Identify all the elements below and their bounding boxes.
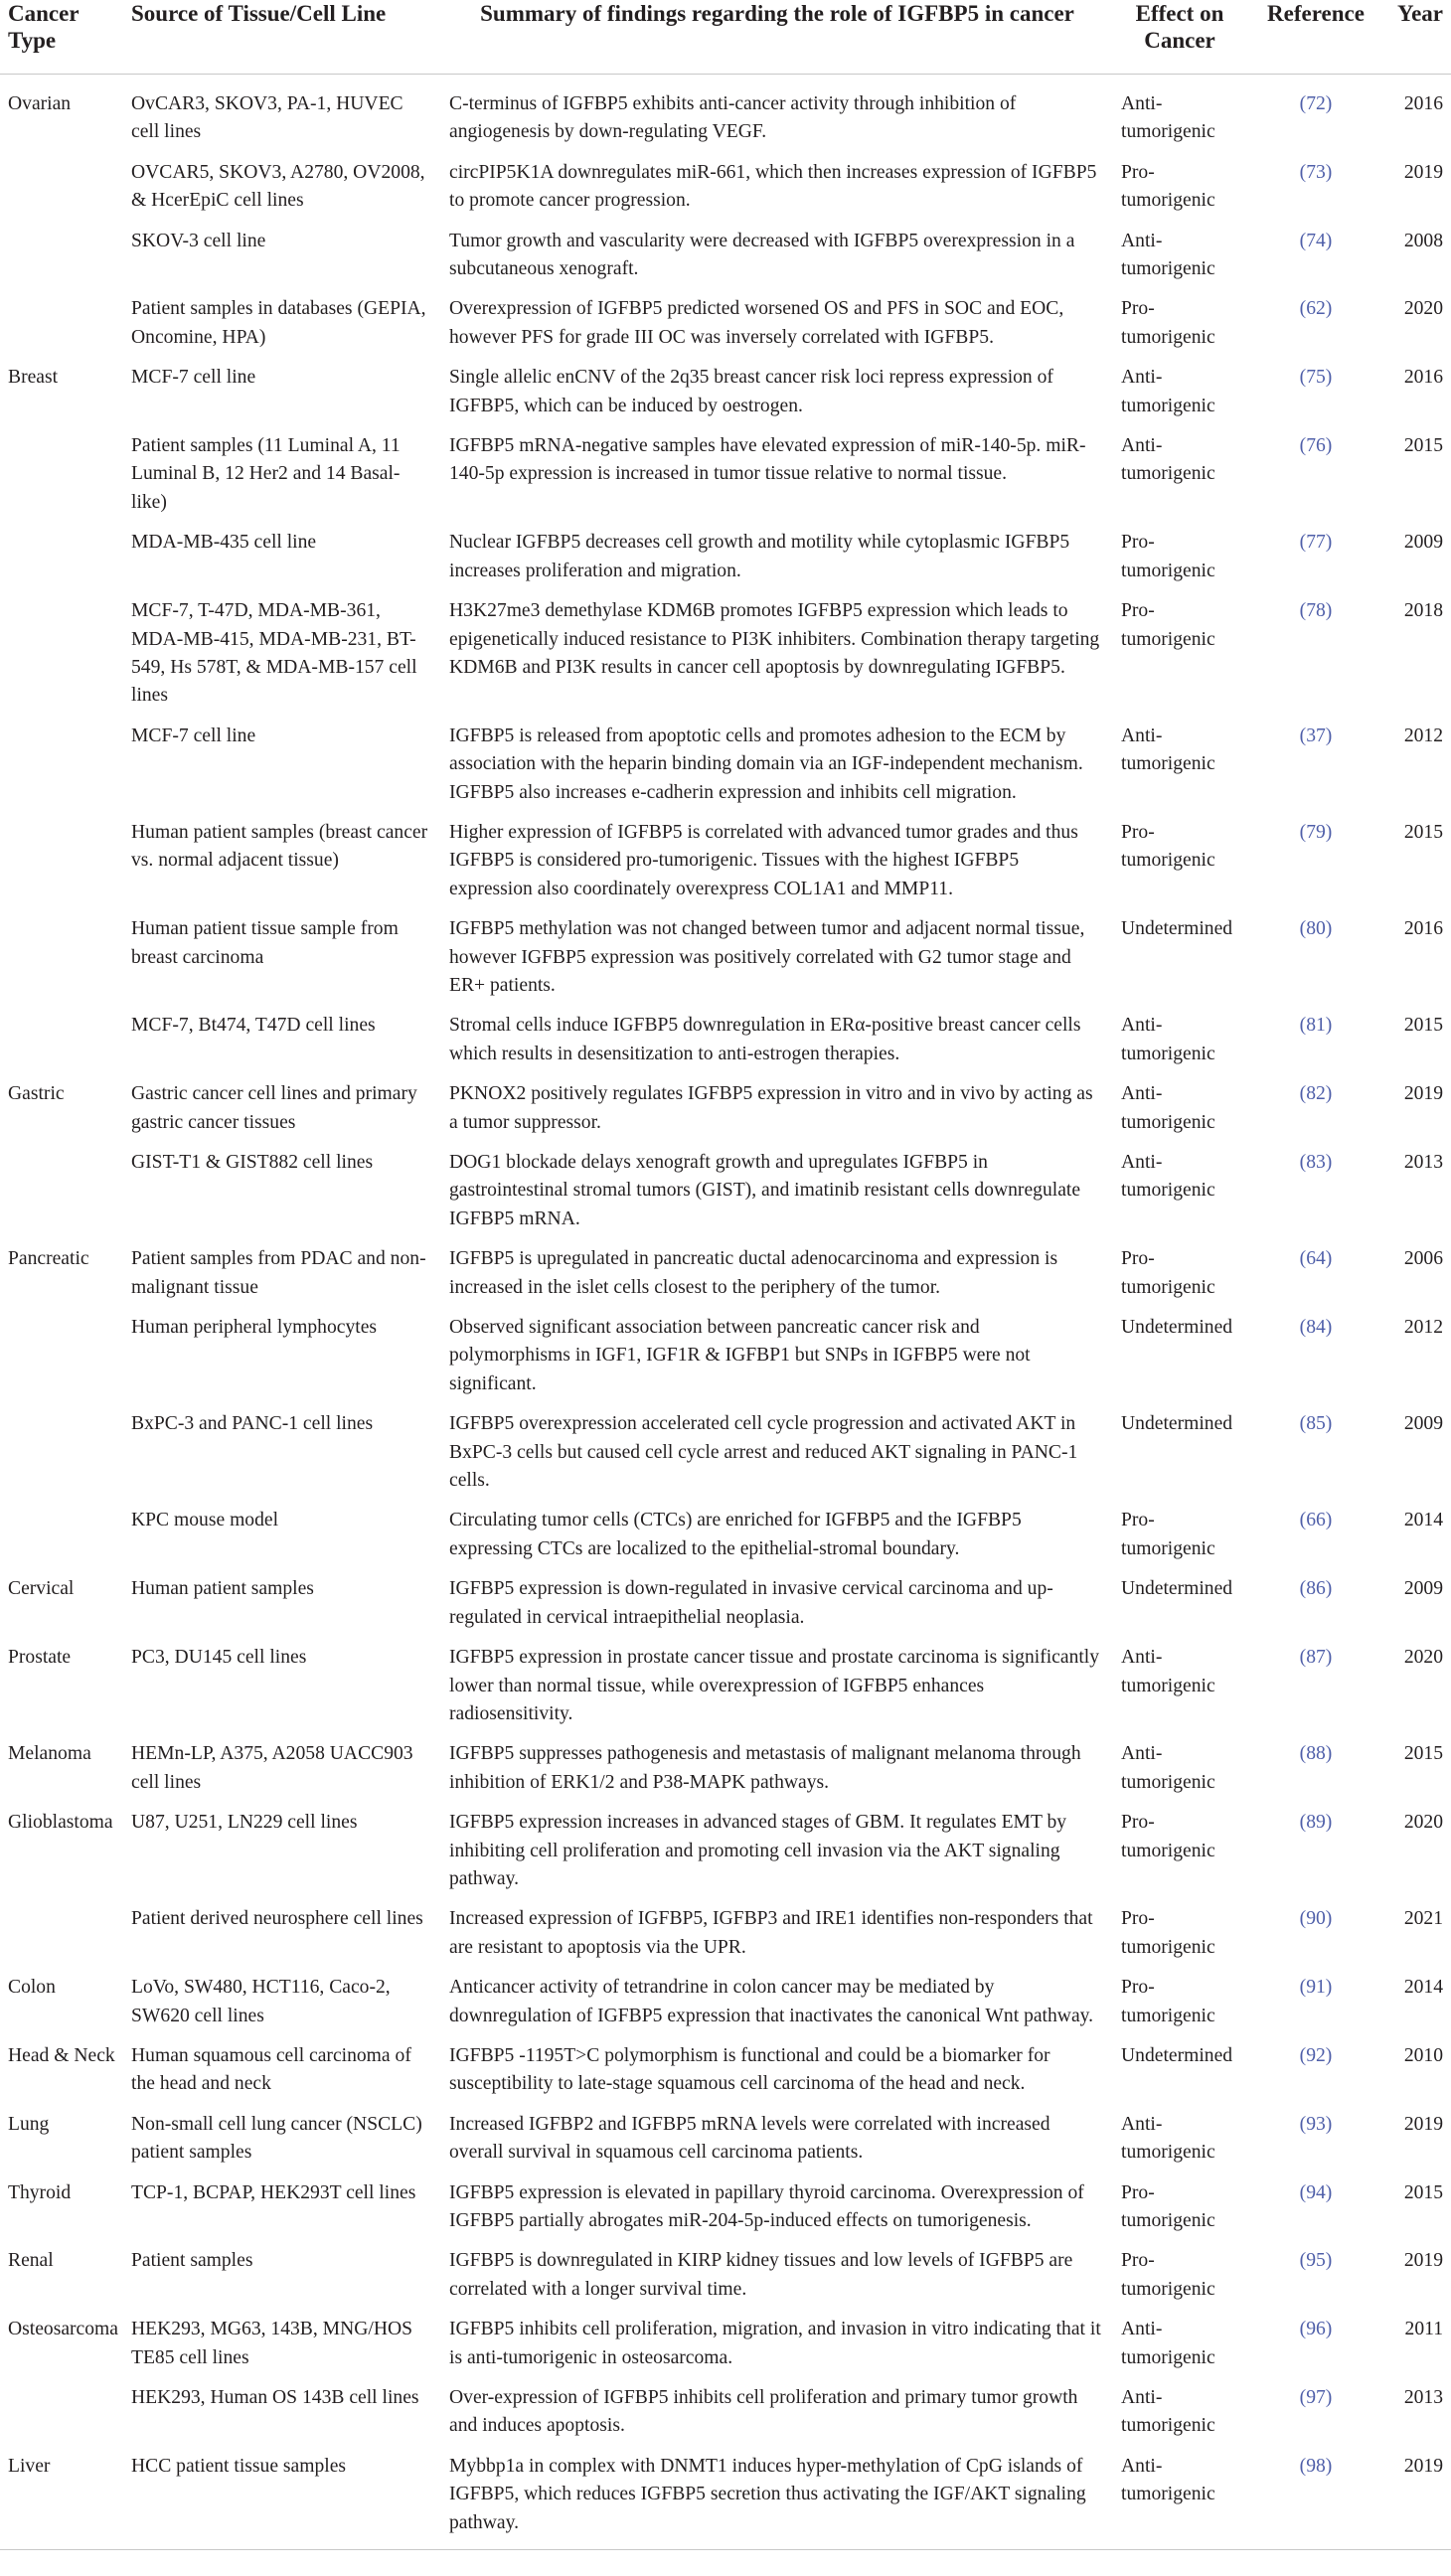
cell-cancer-type: Prostate bbox=[8, 1647, 72, 1669]
cell-source: MCF-7 cell line bbox=[131, 724, 256, 746]
cell-summary: IGFBP5 expression in prostate cancer tissue and prostate carcinoma is significantly lower than normal tissue, while overexpression of IGFBP5 enhances radiosensitivity. bbox=[449, 1647, 1100, 1724]
cell-summary: Increased expression of IGFBP5, IGFBP3 and IRE1 identifies non-responders that are resistant to apoptosis via the UPR. bbox=[449, 1908, 1093, 1958]
cell-reference-link[interactable]: (83) bbox=[1299, 1152, 1333, 1173]
cell-effect: Anti-tumorigenic bbox=[1121, 2387, 1215, 2437]
cell-source: MCF-7, Bt474, T47D cell lines bbox=[131, 1015, 376, 1037]
cell-effect: Undetermined bbox=[1121, 1413, 1233, 1435]
cell-summary: Single allelic enCNV of the 2q35 breast cancer risk loci repress expression of IGFBP5, which can be induced by oestrogen. bbox=[449, 367, 1053, 416]
cell-source: Human squamous cell carcinoma of the head and neck bbox=[131, 2044, 411, 2095]
table-row bbox=[0, 1012, 1451, 1080]
cell-reference-link[interactable]: (87) bbox=[1299, 1647, 1333, 1669]
cell-reference-link[interactable]: (79) bbox=[1299, 821, 1333, 843]
header-reference: Reference bbox=[1246, 0, 1385, 75]
cell-year: 2019 bbox=[1403, 2250, 1443, 2272]
cell-year: 2006 bbox=[1403, 1248, 1443, 1270]
cell-summary: IGFBP5 expression increases in advanced stages of GBM. It regulates EMT by inhibiting cell proliferation and promoting cell invasion via the AKT signaling pathway. bbox=[449, 1812, 1067, 1889]
cell-year: 2019 bbox=[1403, 2113, 1443, 2135]
cell-reference-link[interactable]: (76) bbox=[1299, 435, 1333, 457]
cell-summary: Increased IGFBP2 and IGFBP5 mRNA levels were correlated with increased overall survival in squamous cell carcinoma patients. bbox=[449, 2113, 1050, 2164]
cell-cancer-type bbox=[0, 529, 123, 597]
cell-summary: Stromal cells induce IGFBP5 downregulation in ERα-positive breast cancer cells which results in desensitization to anti-estrogen therapies. bbox=[449, 1015, 1081, 1064]
cell-effect: Anti-tumorigenic bbox=[1121, 724, 1215, 775]
cell-effect: Anti-tumorigenic bbox=[1121, 1083, 1215, 1133]
cell-reference-link[interactable]: (73) bbox=[1299, 161, 1333, 183]
cell-source: MCF-7, T-47D, MDA-MB-361, MDA-MB-415, MDA-MB-231, BT-549, Hs 578T, & MDA-MB-157 cell lines bbox=[131, 600, 417, 707]
cell-cancer-type bbox=[0, 2384, 123, 2453]
cell-summary: Over-expression of IGFBP5 inhibits cell proliferation and primary tumor growth and induces apoptosis. bbox=[449, 2387, 1078, 2437]
cell-effect: Pro-tumorigenic bbox=[1121, 1977, 1215, 2026]
cell-reference-link[interactable]: (75) bbox=[1299, 367, 1333, 389]
header-summary: Summary of findings regarding the role of IGFBP5 in cancer bbox=[441, 0, 1113, 75]
cell-cancer-type bbox=[0, 915, 123, 1012]
cell-source: PC3, DU145 cell lines bbox=[131, 1647, 307, 1669]
cell-cancer-type bbox=[0, 295, 123, 364]
cell-reference-link[interactable]: (37) bbox=[1299, 724, 1333, 746]
cell-cancer-type: Pancreatic bbox=[8, 1248, 89, 1270]
cell-cancer-type: Gastric bbox=[8, 1083, 65, 1105]
cell-summary: C-terminus of IGFBP5 exhibits anti-cancer activity through inhibition of angiogenesis by down-regulating VEGF. bbox=[449, 93, 1017, 143]
cell-cancer-type bbox=[0, 228, 123, 296]
cell-year: 2021 bbox=[1403, 1908, 1443, 1930]
table-row bbox=[0, 2316, 1451, 2384]
cell-cancer-type bbox=[0, 723, 123, 819]
cell-effect: Pro-tumorigenic bbox=[1121, 1248, 1215, 1298]
cell-effect: Pro-tumorigenic bbox=[1121, 600, 1215, 650]
cell-source: OVCAR5, SKOV3, A2780, OV2008, & HcerEpiC cell lines bbox=[131, 161, 425, 212]
table-row bbox=[0, 915, 1451, 1012]
cell-cancer-type bbox=[0, 159, 123, 228]
cell-effect: Pro-tumorigenic bbox=[1121, 532, 1215, 581]
cell-year: 2013 bbox=[1403, 2387, 1443, 2409]
cell-summary: Overexpression of IGFBP5 predicted worsened OS and PFS in SOC and EOC, however PFS for grade III OC was inversely correlated with IGFBP5. bbox=[449, 298, 1064, 348]
cell-effect: Anti-tumorigenic bbox=[1121, 2455, 1215, 2505]
table-row bbox=[0, 1410, 1451, 1507]
cell-summary: IGFBP5 is downregulated in KIRP kidney tissues and low levels of IGFBP5 are correlated with a longer survival time. bbox=[449, 2250, 1073, 2300]
cell-summary: Nuclear IGFBP5 decreases cell growth and motility while cytoplasmic IGFBP5 increases proliferation and migration. bbox=[449, 532, 1070, 581]
header-source: Source of Tissue/Cell Line bbox=[123, 0, 441, 75]
cell-effect: Pro-tumorigenic bbox=[1121, 1510, 1215, 1559]
cell-reference-link[interactable]: (86) bbox=[1299, 1578, 1333, 1600]
cell-year: 2012 bbox=[1403, 724, 1443, 746]
cell-source: Patient samples from PDAC and non-malignant tissue bbox=[131, 1248, 426, 1298]
cell-year: 2014 bbox=[1403, 1977, 1443, 1999]
cell-reference-link[interactable]: (95) bbox=[1299, 2250, 1333, 2272]
cell-year: 2019 bbox=[1403, 1083, 1443, 1105]
cell-cancer-type bbox=[0, 1905, 123, 1974]
table-header-row bbox=[0, 0, 1451, 75]
cell-reference-link[interactable]: (66) bbox=[1299, 1510, 1333, 1531]
table-row bbox=[0, 1905, 1451, 1974]
table-row bbox=[0, 1314, 1451, 1410]
cell-reference-link[interactable]: (93) bbox=[1299, 2113, 1333, 2135]
cell-summary: circPIP5K1A downregulates miR-661, which then increases expression of IGFBP5 to promote cancer progression. bbox=[449, 161, 1097, 212]
cell-source: HEK293, Human OS 143B cell lines bbox=[131, 2387, 419, 2409]
cell-reference-link[interactable]: (97) bbox=[1299, 2387, 1333, 2409]
cell-cancer-type bbox=[0, 1314, 123, 1410]
cell-year: 2015 bbox=[1403, 435, 1443, 457]
cell-year: 2015 bbox=[1403, 2181, 1443, 2203]
cell-year: 2014 bbox=[1403, 1510, 1443, 1531]
cell-year: 2016 bbox=[1403, 93, 1443, 114]
cell-source: Gastric cancer cell lines and primary gastric cancer tissues bbox=[131, 1083, 417, 1133]
table-row bbox=[0, 819, 1451, 915]
cell-cancer-type: Melanoma bbox=[8, 1743, 91, 1765]
cell-year: 2020 bbox=[1403, 1647, 1443, 1669]
cell-summary: Mybbp1a in complex with DNMT1 induces hyper-methylation of CpG islands of IGFBP5, which reduces IGFBP5 secretion thus activating the IGF/AKT signaling pathway. bbox=[449, 2455, 1086, 2533]
cell-effect: Pro-tumorigenic bbox=[1121, 161, 1215, 212]
cell-source: BxPC-3 and PANC-1 cell lines bbox=[131, 1413, 374, 1435]
table-row bbox=[0, 2247, 1451, 2316]
table-row bbox=[0, 2111, 1451, 2179]
cell-source: Human patient samples (breast cancer vs. normal adjacent tissue) bbox=[131, 821, 428, 872]
cell-effect: Anti-tumorigenic bbox=[1121, 1647, 1215, 1696]
table-row bbox=[0, 1809, 1451, 1905]
cell-source: Patient samples bbox=[131, 2250, 253, 2272]
cell-summary: IGFBP5 is released from apoptotic cells and promotes adhesion to the ECM by association with the heparin binding domain via an IGF-independent mechanism. IGFBP5 also increases e-cadherin expression and inhibits cell migration. bbox=[449, 724, 1083, 803]
table-row bbox=[0, 1507, 1451, 1575]
cell-summary: PKNOX2 positively regulates IGFBP5 expression in vitro and in vivo by acting as a tumor suppressor. bbox=[449, 1083, 1093, 1133]
cell-source: U87, U251, LN229 cell lines bbox=[131, 1812, 358, 1834]
table-row bbox=[0, 75, 1451, 159]
cell-effect: Anti-tumorigenic bbox=[1121, 435, 1215, 485]
table-row bbox=[0, 1974, 1451, 2042]
cell-year: 2009 bbox=[1403, 1413, 1443, 1435]
cell-effect: Anti-tumorigenic bbox=[1121, 367, 1215, 416]
table-row bbox=[0, 228, 1451, 296]
cell-cancer-type: Colon bbox=[8, 1977, 56, 1999]
cell-source: LoVo, SW480, HCT116, Caco-2, SW620 cell lines bbox=[131, 1977, 391, 2026]
cell-effect: Anti-tumorigenic bbox=[1121, 2319, 1215, 2368]
header-cancer-type: Cancer Type bbox=[0, 0, 123, 75]
cell-summary: Higher expression of IGFBP5 is correlated with advanced tumor grades and thus IGFBP5 is considered pro-tumorigenic. Tissues with the highest IGFBP5 expression also coordinately overexpress COL1A1 and MMP11. bbox=[449, 821, 1078, 899]
cell-cancer-type bbox=[0, 1507, 123, 1575]
cell-cancer-type: Thyroid bbox=[8, 2181, 72, 2203]
table-row bbox=[0, 597, 1451, 723]
cell-cancer-type: Cervical bbox=[8, 1578, 75, 1600]
cell-reference-link[interactable]: (72) bbox=[1299, 93, 1333, 114]
cell-summary: DOG1 blockade delays xenograft growth and upregulates IGFBP5 in gastrointestinal stromal tumors (GIST), and imatinib resistant cells downregulate IGFBP5 mRNA. bbox=[449, 1152, 1081, 1229]
cell-year: 2008 bbox=[1403, 230, 1443, 251]
cell-effect: Undetermined bbox=[1121, 1317, 1233, 1339]
cell-source: HCC patient tissue samples bbox=[131, 2455, 347, 2477]
cell-summary: IGFBP5 mRNA-negative samples have elevated expression of miR-140-5p. miR-140-5p expression is increased in tumor tissue relative to normal tissue. bbox=[449, 435, 1086, 485]
table-row bbox=[0, 1245, 1451, 1314]
cell-effect: Pro-tumorigenic bbox=[1121, 2250, 1215, 2300]
table-body bbox=[0, 75, 1451, 2550]
cell-year: 2009 bbox=[1403, 1578, 1443, 1600]
cell-reference-link[interactable]: (88) bbox=[1299, 1743, 1333, 1765]
cell-cancer-type: Glioblastoma bbox=[8, 1812, 113, 1834]
cell-summary: IGFBP5 methylation was not changed between tumor and adjacent normal tissue, however IGFBP5 expression was positively correlated with G2 tumor stage and ER+ patients. bbox=[449, 918, 1085, 996]
cell-effect: Anti-tumorigenic bbox=[1121, 1015, 1215, 1064]
cell-year: 2019 bbox=[1403, 161, 1443, 183]
cell-effect: Undetermined bbox=[1121, 2044, 1233, 2066]
cell-reference-link[interactable]: (81) bbox=[1299, 1015, 1333, 1037]
cell-year: 2020 bbox=[1403, 1812, 1443, 1834]
cell-reference-link[interactable]: (84) bbox=[1299, 1317, 1333, 1339]
cell-summary: IGFBP5 inhibits cell proliferation, migration, and invasion in vitro indicating that it is anti-tumorigenic in osteosarcoma. bbox=[449, 2319, 1101, 2368]
cell-cancer-type: Renal bbox=[8, 2250, 54, 2272]
cell-source: Patient derived neurosphere cell lines bbox=[131, 1908, 423, 1930]
cell-reference-link[interactable]: (90) bbox=[1299, 1908, 1333, 1930]
cell-cancer-type bbox=[0, 819, 123, 915]
cell-summary: IGFBP5 suppresses pathogenesis and metastasis of malignant melanoma through inhibition of ERK1/2 and P38-MAPK pathways. bbox=[449, 1743, 1081, 1793]
cell-year: 2020 bbox=[1403, 298, 1443, 320]
header-year: Year bbox=[1385, 0, 1451, 75]
cell-year: 2011 bbox=[1404, 2319, 1443, 2340]
cell-cancer-type bbox=[0, 1149, 123, 1245]
cell-effect: Undetermined bbox=[1121, 918, 1233, 940]
table-row bbox=[0, 432, 1451, 529]
cell-cancer-type bbox=[0, 597, 123, 723]
cell-cancer-type: Osteosarcoma bbox=[8, 2319, 118, 2340]
cell-cancer-type: Ovarian bbox=[8, 93, 72, 114]
cell-source: HEK293, MG63, 143B, MNG/HOS TE85 cell lines bbox=[131, 2319, 413, 2368]
table-row bbox=[0, 1149, 1451, 1245]
table-row bbox=[0, 1080, 1451, 1149]
cell-source: GIST-T1 & GIST882 cell lines bbox=[131, 1152, 374, 1173]
cell-source: Non-small cell lung cancer (NSCLC) patient samples bbox=[131, 2113, 422, 2164]
cell-source: KPC mouse model bbox=[131, 1510, 279, 1531]
cell-source: SKOV-3 cell line bbox=[131, 230, 266, 251]
table-row bbox=[0, 1644, 1451, 1740]
cell-year: 2016 bbox=[1403, 367, 1443, 389]
cell-summary: IGFBP5 overexpression accelerated cell cycle progression and activated AKT in BxPC-3 cells but caused cell cycle arrest and reduced AKT signaling in PANC-1 cells. bbox=[449, 1413, 1078, 1492]
cell-effect: Pro-tumorigenic bbox=[1121, 1812, 1215, 1861]
cell-year: 2010 bbox=[1403, 2044, 1443, 2066]
cell-reference-link[interactable]: (74) bbox=[1299, 230, 1333, 251]
cell-reference-link[interactable]: (82) bbox=[1299, 1083, 1333, 1105]
cell-effect: Anti-tumorigenic bbox=[1121, 1152, 1215, 1202]
table-row bbox=[0, 529, 1451, 597]
cell-reference-link[interactable]: (92) bbox=[1299, 2044, 1333, 2066]
cell-year: 2009 bbox=[1403, 532, 1443, 554]
cell-cancer-type: Liver bbox=[8, 2455, 51, 2477]
cell-source: TCP-1, BCPAP, HEK293T cell lines bbox=[131, 2181, 416, 2203]
cell-source: Patient samples in databases (GEPIA, Oncomine, HPA) bbox=[131, 298, 426, 348]
cell-source: OvCAR3, SKOV3, PA-1, HUVEC cell lines bbox=[131, 93, 403, 143]
cell-reference-link[interactable]: (78) bbox=[1299, 600, 1333, 622]
cell-cancer-type bbox=[0, 1410, 123, 1507]
table-row bbox=[0, 2042, 1451, 2111]
cell-source: Human patient samples bbox=[131, 1578, 314, 1600]
cell-year: 2016 bbox=[1403, 918, 1443, 940]
cell-reference-link[interactable]: (98) bbox=[1299, 2455, 1333, 2477]
cell-cancer-type: Breast bbox=[8, 367, 59, 389]
table-row bbox=[0, 295, 1451, 364]
cell-reference-link[interactable]: (96) bbox=[1299, 2319, 1333, 2340]
cell-summary: IGFBP5 expression is down-regulated in invasive cervical carcinoma and up-regulated in cervical intraepithelial neoplasia. bbox=[449, 1578, 1053, 1628]
cell-reference-link[interactable]: (62) bbox=[1299, 298, 1333, 320]
cell-summary: IGFBP5 expression is elevated in papillary thyroid carcinoma. Overexpression of IGFBP5 partially abrogates miR-204-5p-induced effects on tumorigenesis. bbox=[449, 2181, 1084, 2231]
cell-year: 2015 bbox=[1403, 821, 1443, 843]
cell-source: MCF-7 cell line bbox=[131, 367, 256, 389]
cell-cancer-type: Lung bbox=[8, 2113, 50, 2135]
cell-source: Human peripheral lymphocytes bbox=[131, 1317, 378, 1339]
cell-source: Patient samples (11 Luminal A, 11 Luminal B, 12 Her2 and 14 Basal-like) bbox=[131, 435, 401, 513]
cell-year: 2013 bbox=[1403, 1152, 1443, 1173]
cell-year: 2019 bbox=[1403, 2455, 1443, 2477]
table-row bbox=[0, 1575, 1451, 1644]
cell-reference-link[interactable]: (89) bbox=[1299, 1812, 1333, 1834]
cell-effect: Anti-tumorigenic bbox=[1121, 2113, 1215, 2164]
cell-effect: Anti-tumorigenic bbox=[1121, 230, 1215, 280]
table-row bbox=[0, 2384, 1451, 2453]
cell-effect: Pro-tumorigenic bbox=[1121, 1908, 1215, 1958]
cell-source: HEMn-LP, A375, A2058 UACC903 cell lines bbox=[131, 1743, 413, 1793]
cell-summary: IGFBP5 -1195T>C polymorphism is functional and could be a biomarker for susceptibility to late-stage squamous cell carcinoma of the head and neck. bbox=[449, 2044, 1050, 2095]
cell-cancer-type bbox=[0, 1012, 123, 1080]
cell-source: Human patient tissue sample from breast carcinoma bbox=[131, 918, 399, 968]
cell-summary: Anticancer activity of tetrandrine in colon cancer may be mediated by downregulation of IGFBP5 expression that inactivates the canonical Wnt pathway. bbox=[449, 1977, 1094, 2026]
table-row bbox=[0, 2179, 1451, 2248]
cell-reference-link[interactable]: (91) bbox=[1299, 1977, 1333, 1999]
header-effect: Effect on Cancer bbox=[1113, 0, 1246, 75]
cell-reference-link[interactable]: (64) bbox=[1299, 1248, 1333, 1270]
cell-source: MDA-MB-435 cell line bbox=[131, 532, 317, 554]
cell-summary: Observed significant association between pancreatic cancer risk and polymorphisms in IGF1, IGF1R & IGFBP1 but SNPs in IGFBP5 were not significant. bbox=[449, 1317, 1031, 1394]
cell-reference-link[interactable]: (94) bbox=[1299, 2181, 1333, 2203]
cell-summary: H3K27me3 demethylase KDM6B promotes IGFBP5 expression which leads to epigenetically induced resistance to PI3K inhibiters. Combination therapy targeting KDM6B and PI3K results in cancer cell apoptosis by downregulating IGFBP5. bbox=[449, 600, 1100, 678]
cell-effect: Anti-tumorigenic bbox=[1121, 1743, 1215, 1793]
cell-effect: Undetermined bbox=[1121, 1578, 1233, 1600]
cell-reference-link[interactable]: (80) bbox=[1299, 918, 1333, 940]
table-row bbox=[0, 159, 1451, 228]
cell-effect: Pro-tumorigenic bbox=[1121, 821, 1215, 872]
cell-reference-link[interactable]: (77) bbox=[1299, 532, 1333, 554]
cell-cancer-type bbox=[0, 432, 123, 529]
cell-summary: IGFBP5 is upregulated in pancreatic ductal adenocarcinoma and expression is increased in the islet cells closest to the periphery of the tumor. bbox=[449, 1248, 1058, 1298]
cell-year: 2018 bbox=[1403, 600, 1443, 622]
table-row bbox=[0, 723, 1451, 819]
cell-year: 2015 bbox=[1403, 1015, 1443, 1037]
table-row bbox=[0, 1740, 1451, 1809]
cell-effect: Pro-tumorigenic bbox=[1121, 298, 1215, 348]
table-row bbox=[0, 2453, 1451, 2550]
cell-reference-link[interactable]: (85) bbox=[1299, 1413, 1333, 1435]
cell-effect: Anti-tumorigenic bbox=[1121, 93, 1215, 143]
table-footer-rule bbox=[0, 2550, 1451, 2561]
cell-year: 2015 bbox=[1403, 1743, 1443, 1765]
cell-year: 2012 bbox=[1403, 1317, 1443, 1339]
cell-summary: Circulating tumor cells (CTCs) are enriched for IGFBP5 and the IGFBP5 expressing CTCs are localized to the epithelial-stromal boundary. bbox=[449, 1510, 1022, 1559]
cell-effect: Pro-tumorigenic bbox=[1121, 2181, 1215, 2231]
cell-summary: Tumor growth and vascularity were decreased with IGFBP5 overexpression in a subcutaneous xenograft. bbox=[449, 230, 1075, 280]
table-row bbox=[0, 364, 1451, 432]
cell-cancer-type: Head & Neck bbox=[8, 2044, 115, 2066]
